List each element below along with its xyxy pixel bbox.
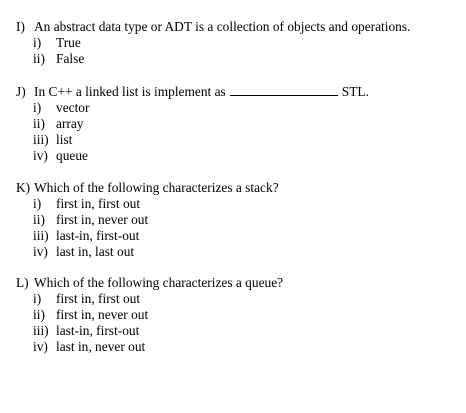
option-list [16,291,456,355]
option-text: last-in, first-out [56,323,140,338]
question-text [34,84,369,100]
option-text: vector [56,100,90,115]
question-k [16,180,456,260]
option-item [16,35,456,51]
option-number: ii) [33,51,45,66]
option-item [16,244,456,260]
option-list [16,100,456,164]
option-text: last in, never out [56,339,146,354]
option-text: False [56,51,85,66]
option-number: ii) [33,116,45,131]
option-number: iii) [33,132,49,147]
option-item [16,116,456,132]
option-number: ii) [33,212,45,227]
question-stem [16,180,456,196]
option-number: iv) [33,148,48,163]
option-item [16,228,456,244]
question-stem [16,275,456,291]
option-item [16,323,456,339]
option-number: i) [33,100,42,115]
option-text: first in, first out [56,196,141,211]
option-number: iv) [33,244,48,259]
option-item [16,307,456,323]
option-item [16,51,456,67]
question-text: Which of the following characterizes a queue? [34,275,284,290]
option-number: iv) [33,339,48,354]
question-text-after: STL. [341,84,369,99]
option-text: array [56,116,84,131]
option-text: last-in, first-out [56,228,140,243]
question-stem [16,84,456,100]
question-letter: L) [16,275,29,290]
option-text: first in, first out [56,291,141,306]
question-l [16,275,456,355]
option-item [16,132,456,148]
option-text: True [56,35,81,50]
question-i [16,19,456,67]
option-list [16,35,456,67]
option-number: iii) [33,323,49,338]
option-item [16,196,456,212]
option-text: first in, never out [56,212,149,227]
question-stem [16,19,456,35]
option-text: last in, last out [56,244,135,259]
option-text: first in, never out [56,307,149,322]
question-letter: I) [16,19,25,34]
option-text: queue [56,148,88,163]
question-letter: K) [16,180,31,195]
option-item [16,100,456,116]
option-text: list [56,132,73,147]
option-list [16,196,456,260]
question-letter: J) [16,84,26,99]
option-number: ii) [33,307,45,322]
question-text-before: In C++ a linked list is implement as [34,84,226,99]
option-number: i) [33,291,42,306]
question-text: Which of the following characterizes a stack? [34,180,279,195]
option-item [16,291,456,307]
option-item [16,212,456,228]
fill-in-blank [230,84,338,96]
option-item [16,148,456,164]
option-item [16,339,456,355]
question-j [16,84,456,164]
question-text: An abstract data type or ADT is a collection of objects and operations. [34,19,411,34]
option-number: i) [33,35,42,50]
option-number: iii) [33,228,49,243]
option-number: i) [33,196,42,211]
